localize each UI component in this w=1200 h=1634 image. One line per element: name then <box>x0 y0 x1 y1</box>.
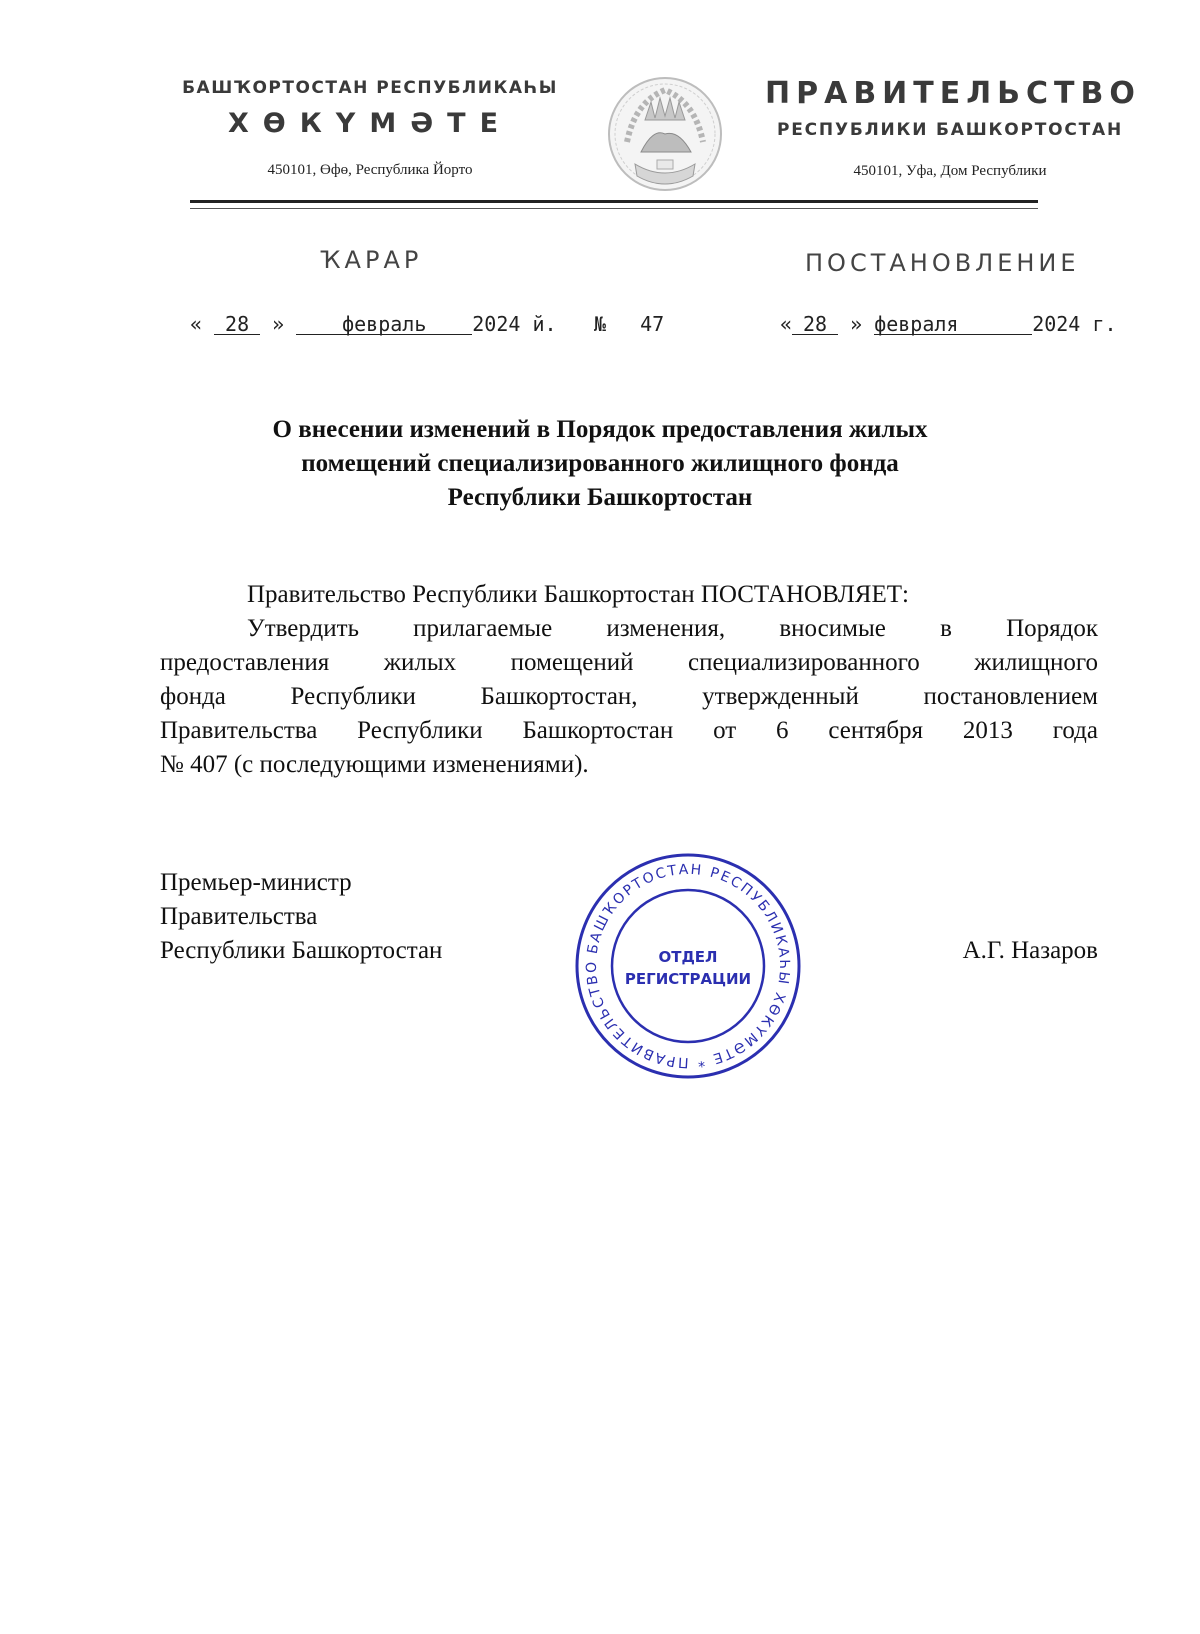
document-title <box>170 413 1030 515</box>
document-kind-left: ҠАРАР <box>320 246 423 274</box>
stamp-outer-text: БАШҠОРТОСТАН РЕСПУБЛИКАҺЫ ХӨКҮМӘТЕ * ПРАВИТЕЛЬСТВО <box>583 861 793 1071</box>
title-line-2: помещений специализированного жилищного фонда <box>301 450 899 477</box>
body-line-2: предоставления жилых помещений специализированного жилищного <box>160 649 1098 676</box>
letterhead-left-address: 450101, Өфө, Республика Йорто <box>267 162 473 178</box>
registration-stamp <box>572 850 804 1082</box>
letterhead-right-address: 450101, Уфа, Дом Республики <box>853 163 1047 179</box>
date-left-month: февраль <box>296 314 472 335</box>
date-right-close: » <box>850 312 863 336</box>
title-line-3: Республики Башкортостан <box>447 484 753 511</box>
date-right-day: 28 <box>792 314 838 335</box>
signature-title-line-1: Премьер-министр <box>160 869 352 896</box>
document-number-value: 47 <box>640 312 665 336</box>
letterhead-rule-thin <box>190 208 1038 209</box>
date-left-suffix: й. <box>532 312 557 336</box>
date-left-day: 28 <box>214 314 260 335</box>
body-line-3: фонда Республики Башкортостан, утвержденный постановлением <box>160 683 1098 710</box>
letterhead-left-line1: БАШҠОРТОСТАН РЕСПУБЛИКАҺЫ <box>182 78 558 98</box>
date-right-suffix: г. <box>1092 312 1117 336</box>
stamp-center-line1: ОТДЕЛ <box>658 948 718 966</box>
date-right-year: 2024 <box>1032 312 1081 336</box>
date-left <box>190 312 557 336</box>
letterhead-right-line2: РЕСПУБЛИКИ БАШКОРТОСТАН <box>776 120 1124 140</box>
letterhead-left-line2: ХӨКҮМӘТЕ <box>227 108 513 139</box>
signature-title-line-2: Правительства <box>160 903 318 930</box>
signature-title-line-3: Республики Башкортостан <box>160 937 443 964</box>
document-number <box>594 312 664 336</box>
body-line-5: № 407 (с последующими изменениями). <box>160 751 589 778</box>
coat-of-arms-emblem <box>605 72 725 200</box>
signature-name: А.Г. Назаров <box>962 937 1098 964</box>
letterhead-rule-thick <box>190 200 1038 203</box>
body-intro: Правительство Республики Башкортостан ПОСТАНОВЛЯЕТ: <box>247 581 909 608</box>
document-number-label: № <box>594 312 607 336</box>
document-kind-right: ПОСТАНОВЛЕНИЕ <box>805 249 1080 277</box>
date-left-open: « <box>190 312 203 336</box>
date-left-close: » <box>272 312 285 336</box>
body-line-4: Правительства Республики Башкортостан от 6 сентября 2013 года <box>160 717 1098 744</box>
letterhead-right-line1: ПРАВИТЕЛЬСТВО <box>765 76 1141 111</box>
date-right <box>780 312 1117 336</box>
date-right-open: « <box>780 312 793 336</box>
date-right-month: февраля <box>874 314 1032 335</box>
stamp-center-line2: РЕГИСТРАЦИИ <box>624 970 752 988</box>
body-paragraph <box>160 612 1098 782</box>
date-left-year: 2024 <box>472 312 521 336</box>
body-line-1: Утвердить прилагаемые изменения, вносимые в Порядок <box>247 615 1098 642</box>
title-line-1: О внесении изменений в Порядок предоставления жилых <box>272 416 928 443</box>
signature-title <box>160 866 442 968</box>
